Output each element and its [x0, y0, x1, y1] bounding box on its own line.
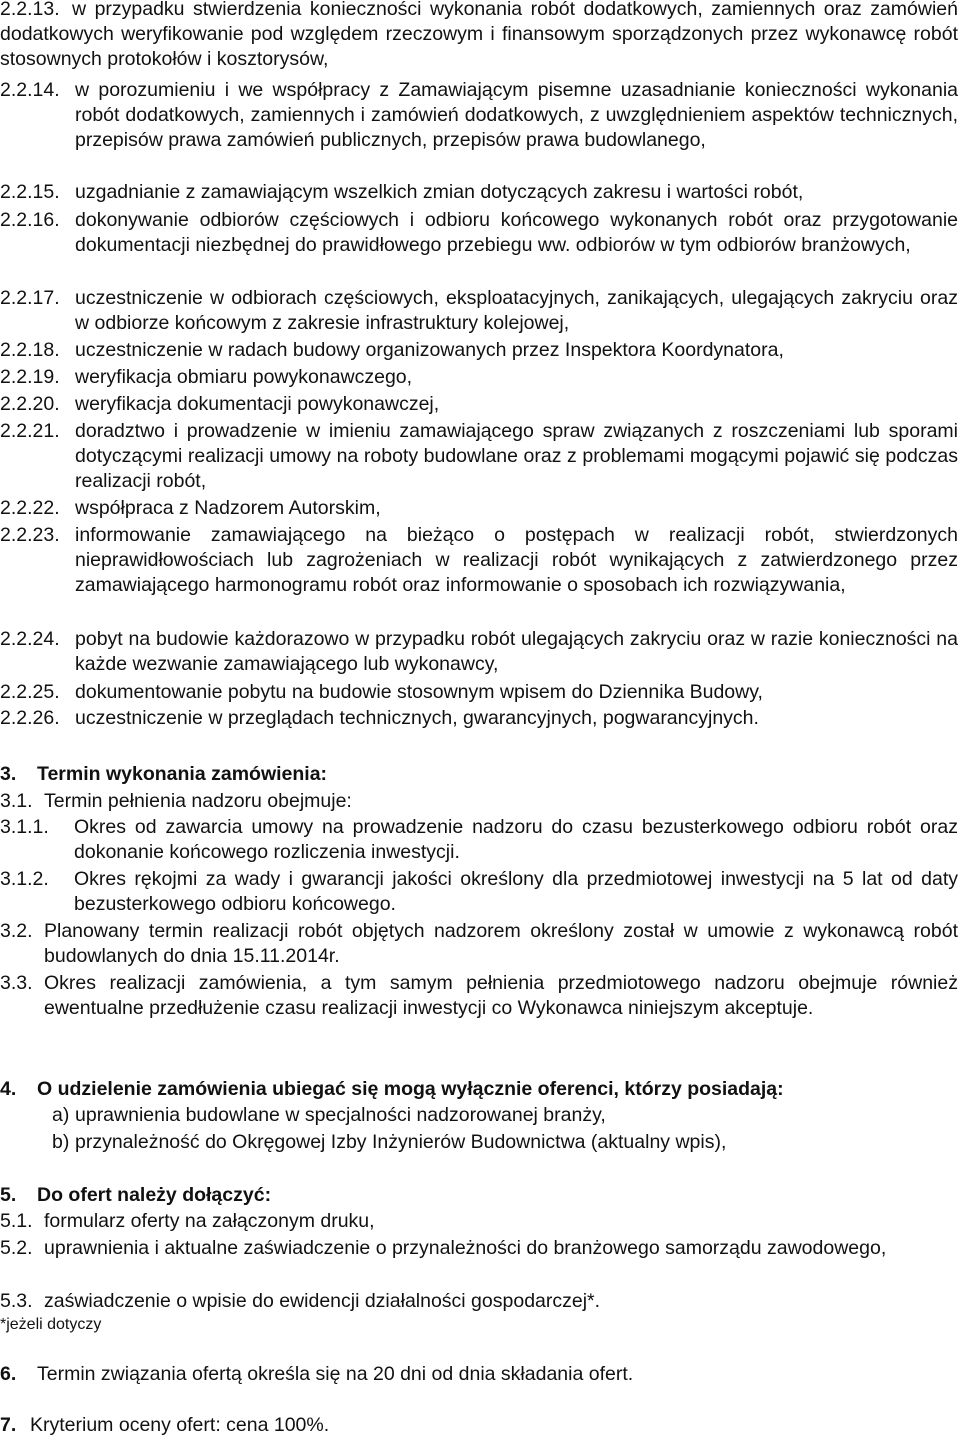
heading-number: 5.	[0, 1184, 17, 1206]
subsection-3-2	[0, 919, 958, 969]
section-heading	[0, 762, 958, 787]
item-text: Planowany termin realizacji robót objętych nadzorem określony został w umowie z wykonawcą robót budowlanych do dnia 15.11.2014r.	[44, 920, 958, 967]
item-text: w porozumieniu i we współpracy z Zamawiającym pisemne uzasadnianie konieczności wykonania robót dodatkowych, zamiennych i zamówień dodatkowych, z uwzględnieniem aspektów technicznych, przepisów prawa zamówień publicznych, przepisów prawa budowlanego,	[75, 79, 958, 151]
list-item	[0, 208, 958, 258]
item-number: 5.3.	[0, 1290, 33, 1312]
list-item	[0, 338, 958, 363]
item-text: uczestniczenie w radach budowy organizowanych przez Inspektora Koordynatora,	[75, 339, 784, 361]
section-6	[0, 1362, 958, 1387]
item-text: uczestniczenie w przeglądach technicznych, gwarancyjnych, pogwarancyjnych.	[75, 707, 759, 729]
item-number: 3.1.2.	[0, 868, 49, 890]
subsection-3-3	[0, 971, 958, 1021]
section-7	[0, 1413, 958, 1438]
heading-text: O udzielenie zamówienia ubiegać się mogą wyłącznie oferenci, którzy posiadają:	[37, 1078, 784, 1100]
heading-number: 4.	[0, 1078, 17, 1100]
item-number: 3.2.	[0, 920, 33, 942]
list-item	[0, 627, 958, 677]
list-item	[0, 0, 958, 72]
item-text: Okres realizacji zamówienia, a tym samym pełnienia przedmiotowego nadzoru obejmuje również ewentualne przedłużenie czasu realizacji inwestycji co Wykonawca niniejszym akceptuje.	[44, 972, 958, 1019]
item-text: uzgadnianie z zamawiającym wszelkich zmian dotyczących zakresu i wartości robót,	[75, 181, 804, 203]
item-letter: b)	[52, 1131, 70, 1153]
item-number: 2.2.24.	[0, 628, 60, 650]
item-number: 2.2.20.	[0, 393, 60, 415]
item-text: dokonywanie odbiorów częściowych i odbioru końcowego wykonanych robót oraz przygotowanie dokumentacji niezbędnej do prawidłowego przebiegu ww. odbiorów w tym odbiorów branżowych,	[75, 209, 958, 256]
item-number: 2.2.18.	[0, 339, 60, 361]
item-text: formularz oferty na załączonym druku,	[44, 1210, 375, 1232]
section-number: 6.	[0, 1363, 17, 1385]
item-number: 2.2.21.	[0, 420, 60, 442]
item-letter: a)	[52, 1104, 70, 1126]
item-text: uprawnienia i aktualne zaświadczenie o przynależności do branżowego samorządu zawodowego,	[44, 1237, 887, 1259]
item-number: 3.1.1.	[0, 816, 49, 838]
item-number: 5.1.	[0, 1210, 33, 1232]
item-text: doradztwo i prowadzenie w imieniu zamawiającego spraw związanych z roszczeniami lub sporami dotyczącymi realizacji umowy na roboty budowlane oraz z problemami mogącymi pojawić się podczas realizacji robót,	[75, 420, 958, 492]
attachment-5-2	[0, 1236, 900, 1261]
attachment-5-3	[0, 1289, 958, 1314]
section-text: Kryterium oceny ofert: cena 100%.	[30, 1414, 330, 1436]
item-text: w przypadku stwierdzenia konieczności wykonania robót dodatkowych, zamiennych oraz zamówień dodatkowych weryfikowanie pod względem rzeczowym i finansowym sporządzonych przez wykonawcę robót stosownych protokołów i kosztorysów,	[0, 0, 958, 70]
item-text: weryfikacja dokumentacji powykonawczej,	[75, 393, 440, 415]
item-number: 3.3.	[0, 972, 33, 994]
item-number: 3.1.	[0, 790, 33, 812]
attachment-5-1	[0, 1209, 958, 1234]
item-number: 2.2.13.	[0, 0, 60, 20]
list-item	[0, 680, 958, 705]
section-number: 7.	[0, 1414, 17, 1436]
section-heading	[0, 1183, 958, 1208]
item-number: 2.2.26.	[0, 707, 60, 729]
subsection-3-1-1	[0, 815, 958, 865]
item-number: 5.2.	[0, 1237, 33, 1259]
item-text: przynależność do Okręgowej Izby Inżynierów Budownictwa (aktualny wpis),	[75, 1131, 727, 1153]
item-text: Termin pełnienia nadzoru obejmuje:	[44, 790, 352, 812]
item-text: informowanie zamawiającego na bieżąco o postępach w realizacji robót, stwierdzonych nieprawidłowościach lub zagrożeniach w realizacji robót wynikających z zatwierdzonego przez zamawiającego harmonogramu robót oraz informowanie o sposobach ich rozwiązywania,	[75, 524, 958, 596]
item-text: pobyt na budowie każdorazowo w przypadku robót ulegających zakryciu oraz w razie konieczności na każde wezwanie zamawiającego lub wykonawcy,	[75, 628, 958, 675]
requirement-b	[52, 1130, 958, 1155]
item-text: uprawnienia budowlane w specjalności nadzorowanej branży,	[75, 1104, 606, 1126]
item-number: 2.2.17.	[0, 287, 60, 309]
item-number: 2.2.19.	[0, 366, 60, 388]
list-item	[0, 365, 958, 390]
heading-text: Do ofert należy dołączyć:	[37, 1184, 272, 1206]
item-number: 2.2.14.	[0, 79, 60, 101]
list-item	[0, 706, 958, 731]
requirement-a	[52, 1103, 958, 1128]
heading-text: Termin wykonania zamówienia:	[37, 763, 328, 785]
item-number: 2.2.22.	[0, 497, 60, 519]
section-text: Termin związania ofertą określa się na 20 dni od dnia składania ofert.	[37, 1363, 634, 1385]
item-text: dokumentowanie pobytu na budowie stosownym wpisem do Dziennika Budowy,	[75, 681, 763, 703]
item-text: weryfikacja obmiaru powykonawczego,	[75, 366, 413, 388]
footnote: *jeżeli dotyczy	[0, 1316, 102, 1333]
list-item	[0, 78, 958, 153]
list-item	[0, 419, 958, 494]
item-text: współpraca z Nadzorem Autorskim,	[75, 497, 381, 519]
subsection-3-1	[0, 789, 958, 814]
subsection-3-1-2	[0, 867, 958, 917]
item-text: uczestniczenie w odbiorach częściowych, eksploatacyjnych, zanikających, ulegających zakryciu oraz w odbiorze końcowym z zakresie infrastruktury kolejowej,	[75, 287, 958, 334]
item-text: zaświadczenie o wpisie do ewidencji działalności gospodarczej*.	[44, 1290, 601, 1312]
list-item	[0, 286, 958, 336]
list-item	[0, 180, 958, 205]
item-number: 2.2.25.	[0, 681, 60, 703]
list-item	[0, 496, 958, 521]
heading-number: 3.	[0, 763, 17, 785]
item-text: Okres od zawarcia umowy na prowadzenie nadzoru do czasu bezusterkowego odbioru robót oraz dokonanie końcowego rozliczenia inwestycji.	[74, 816, 958, 863]
item-number: 2.2.16.	[0, 209, 60, 231]
item-text: Okres rękojmi za wady i gwarancji jakości określony dla przedmiotowej inwestycji na 5 lat od daty bezusterkowego odbioru końcowego.	[74, 868, 958, 915]
list-item	[0, 523, 958, 598]
list-item	[0, 392, 958, 417]
section-heading	[0, 1077, 958, 1102]
item-number: 2.2.23.	[0, 524, 60, 546]
item-number: 2.2.15.	[0, 181, 60, 203]
